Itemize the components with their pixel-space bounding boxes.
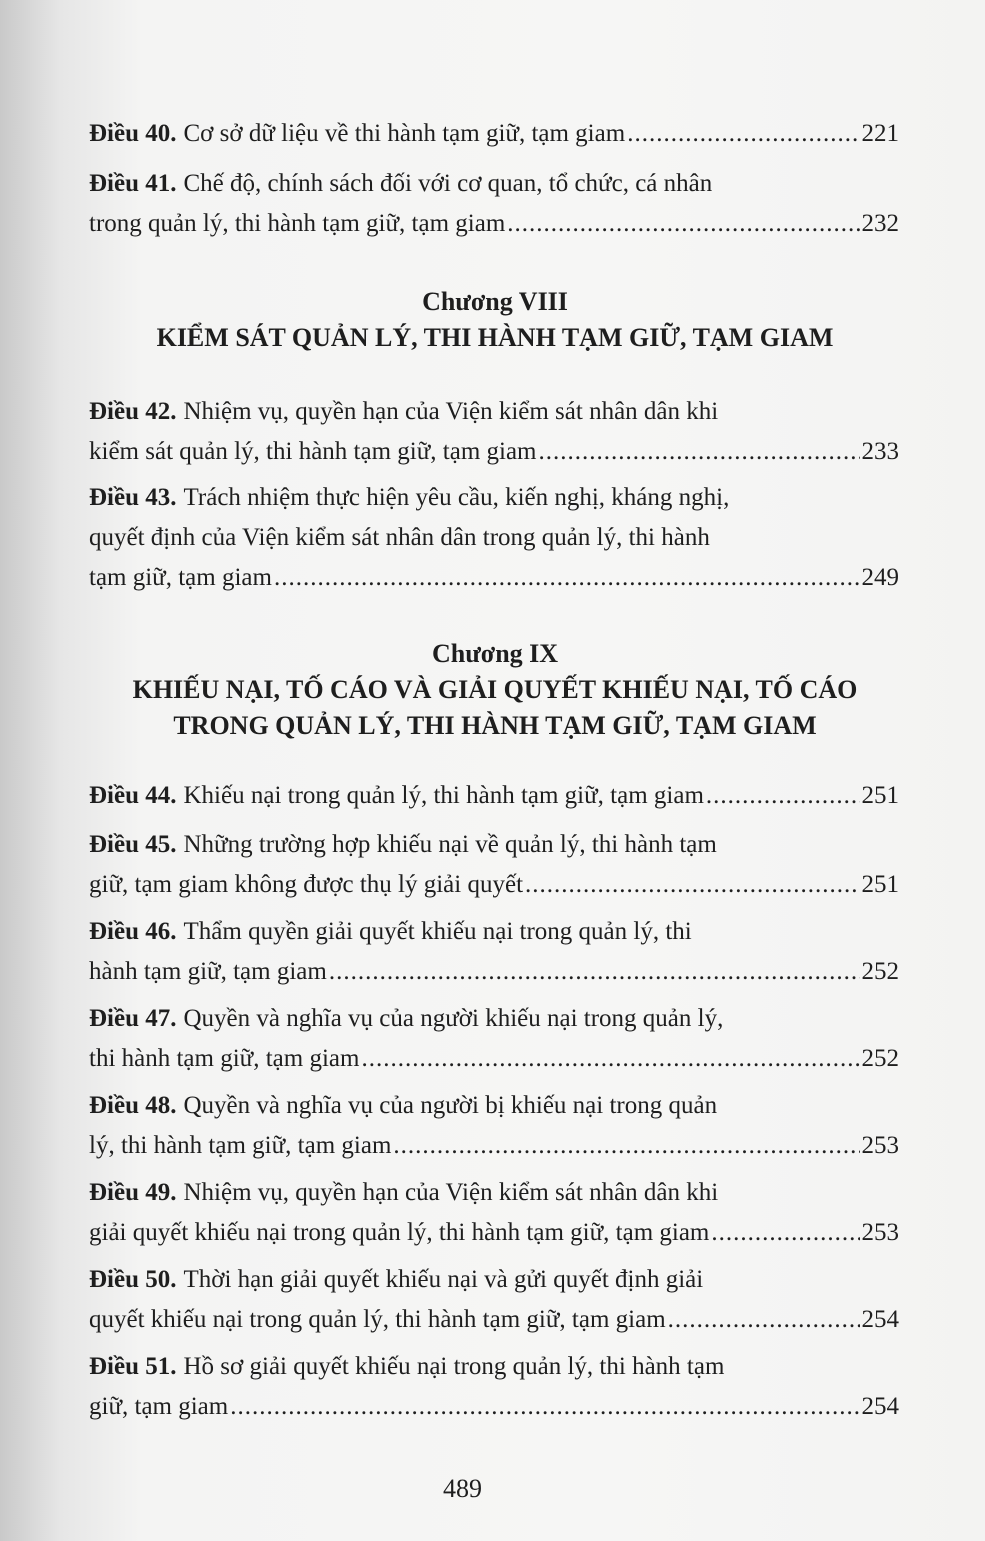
entry-page: 232	[861, 210, 899, 237]
toc-entry[interactable]	[89, 776, 899, 816]
entry-label: Điều 51.	[89, 1353, 177, 1380]
dot-leader	[627, 114, 859, 154]
dot-leader	[274, 558, 860, 598]
toc-entry[interactable]	[89, 392, 899, 472]
chapter-number: Chương VIII	[422, 287, 568, 316]
entry-label: Điều 48.	[89, 1092, 177, 1119]
dot-leader	[539, 432, 860, 472]
toc-entry[interactable]	[89, 164, 899, 244]
entry-text: Thời hạn giải quyết khiếu nại và gửi quyết định giải	[183, 1266, 704, 1293]
entry-page: 254	[861, 1393, 899, 1420]
toc-entry[interactable]	[89, 1260, 899, 1340]
toc-entry[interactable]	[89, 1347, 899, 1427]
entry-page: 233	[861, 438, 899, 465]
page-number: 489	[443, 1474, 482, 1503]
dot-leader	[393, 1126, 859, 1166]
entry-label: Điều 46.	[89, 918, 177, 945]
entry-label: Điều 45.	[89, 831, 177, 858]
entry-text: tạm giữ, tạm giam	[89, 564, 272, 591]
toc-entry[interactable]	[89, 999, 899, 1079]
dot-leader	[361, 1039, 859, 1079]
entry-label: Điều 49.	[89, 1179, 177, 1206]
entry-text: giữ, tạm giam không được thụ lý giải quyết	[89, 871, 524, 898]
entry-text: Quyền và nghĩa vụ của người khiếu nại trong quản lý,	[183, 1005, 724, 1032]
entry-page: 251	[861, 782, 899, 809]
entry-label: Điều 47.	[89, 1005, 177, 1032]
entry-page: 254	[861, 1306, 899, 1333]
entry-page: 252	[861, 958, 899, 985]
toc-entry[interactable]	[89, 912, 899, 992]
chapter-title: KIỂM SÁT QUẢN LÝ, THI HÀNH TẠM GIỮ, TẠM GIAM	[156, 323, 834, 352]
entry-text: Trách nhiệm thực hiện yêu cầu, kiến nghị, kháng nghị,	[183, 484, 730, 511]
entry-text: Nhiệm vụ, quyền hạn của Viện kiểm sát nhân dân khi	[183, 1179, 719, 1206]
toc-entry[interactable]	[89, 478, 899, 598]
entry-page: 253	[861, 1219, 899, 1246]
entry-text: giải quyết khiếu nại trong quản lý, thi hành tạm giữ, tạm giam	[89, 1219, 710, 1246]
entry-text: Khiếu nại trong quản lý, thi hành tạm giữ, tạm giam	[183, 782, 704, 809]
entry-text: quyết khiếu nại trong quản lý, thi hành tạm giữ, tạm giam	[89, 1306, 666, 1333]
entry-text: giữ, tạm giam	[89, 1393, 229, 1420]
entry-text: Thẩm quyền giải quyết khiếu nại trong quản lý, thi	[183, 918, 692, 945]
dot-leader	[711, 1213, 859, 1253]
toc-entry[interactable]	[89, 114, 899, 154]
entry-text: Nhiệm vụ, quyền hạn của Viện kiểm sát nhân dân khi	[183, 398, 719, 425]
dot-leader	[706, 776, 860, 816]
entry-label: Điều 44.	[89, 782, 177, 809]
chapter-heading	[60, 636, 930, 744]
entry-page: 251	[861, 871, 899, 898]
chapter-heading	[60, 284, 930, 356]
entry-page: 249	[861, 564, 899, 591]
dot-leader	[668, 1300, 860, 1340]
entry-text: hành tạm giữ, tạm giam	[89, 958, 327, 985]
entry-label: Điều 40.	[89, 120, 177, 147]
dot-leader	[230, 1387, 859, 1427]
entry-text: kiểm sát quản lý, thi hành tạm giữ, tạm giam	[89, 438, 537, 465]
chapter-number: Chương IX	[431, 639, 559, 668]
entry-text: quyết định của Viện kiểm sát nhân dân trong quản lý, thi hành	[89, 524, 710, 551]
entry-label: Điều 42.	[89, 398, 177, 425]
chapter-title: KHIẾU NẠI, TỐ CÁO VÀ GIẢI QUYẾT KHIẾU NẠI, TỐ CÁO	[132, 675, 858, 704]
entry-text: Cơ sở dữ liệu về thi hành tạm giữ, tạm giam	[183, 120, 626, 147]
toc-entry[interactable]	[89, 1086, 899, 1166]
entry-text: thi hành tạm giữ, tạm giam	[89, 1045, 360, 1072]
dot-leader	[525, 865, 859, 905]
entry-label: Điều 41.	[89, 170, 177, 197]
toc-entry[interactable]	[89, 1173, 899, 1253]
entry-label: Điều 50.	[89, 1266, 177, 1293]
dot-leader	[507, 204, 859, 244]
entry-page: 253	[861, 1132, 899, 1159]
chapter-title: TRONG QUẢN LÝ, THI HÀNH TẠM GIỮ, TẠM GIAM	[173, 711, 817, 740]
entry-text: trong quản lý, thi hành tạm giữ, tạm giam	[89, 210, 506, 237]
entry-page: 221	[861, 120, 899, 147]
entry-page: 252	[861, 1045, 899, 1072]
entry-text: Hồ sơ giải quyết khiếu nại trong quản lý, thi hành tạm	[183, 1353, 725, 1380]
entry-text: Chế độ, chính sách đối với cơ quan, tổ chức, cá nhân	[183, 170, 713, 197]
entry-text: Quyền và nghĩa vụ của người bị khiếu nại trong quản	[183, 1092, 718, 1119]
dot-leader	[329, 952, 860, 992]
toc-entry[interactable]	[89, 825, 899, 905]
entry-text: Những trường hợp khiếu nại về quản lý, thi hành tạm	[183, 831, 717, 858]
entry-label: Điều 43.	[89, 484, 177, 511]
entry-text: lý, thi hành tạm giữ, tạm giam	[89, 1132, 392, 1159]
